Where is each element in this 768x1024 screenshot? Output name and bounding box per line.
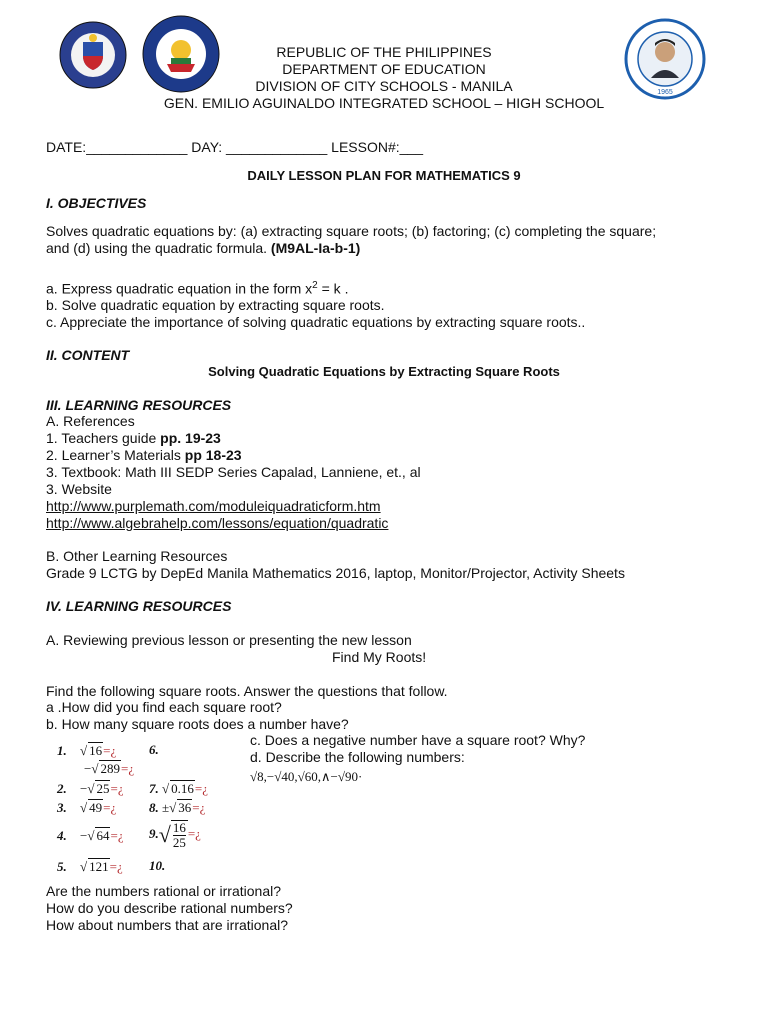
other-resources-text: Grade 9 LCTG by DepEd Manila Mathematics 2016, laptop, Monitor/Projector, Activity Sheets bbox=[46, 565, 625, 581]
objectives-text-1: Solves quadratic equations by: (a) extracting square roots; (b) factoring; (c) completing the square; bbox=[46, 223, 657, 239]
describe-number-4: −√90 bbox=[330, 769, 358, 784]
reference-1 bbox=[46, 430, 221, 447]
objective-a-text: a. Express quadratic equation in the form x bbox=[46, 280, 313, 297]
school-seal-year: 1965 bbox=[657, 89, 673, 96]
item-answer: =¿ bbox=[187, 826, 201, 841]
activity-title: Find My Roots! bbox=[332, 649, 427, 665]
describe-number-2: −√40 bbox=[266, 769, 295, 784]
exercise-item-5: 5. √ 121=¿ bbox=[57, 859, 123, 874]
link-purplemath[interactable]: http://www.purplemath.com/moduleiquadraticform.htm bbox=[46, 498, 381, 514]
question-c: c. Does a negative number have a square root? Why? bbox=[250, 732, 586, 748]
item-radicand: 121 bbox=[89, 859, 109, 874]
item-number: 10. bbox=[149, 858, 166, 873]
reference-2-pages: pp 18-23 bbox=[184, 447, 242, 463]
item-radicand: 0.16 bbox=[171, 781, 194, 796]
reference-1-pages: pp. 19-23 bbox=[160, 430, 221, 446]
objectives-text-2 bbox=[46, 240, 360, 257]
objective-b: b. Solve quadratic equation by extracting square roots. bbox=[46, 297, 385, 313]
references-label: A. References bbox=[46, 413, 135, 429]
item-number: 5. bbox=[57, 859, 67, 874]
item-radicand: 64 bbox=[96, 828, 110, 843]
question-a: a .How did you find each square root? bbox=[46, 699, 282, 715]
header-republic: REPUBLIC OF THE PHILIPPINES bbox=[276, 44, 492, 60]
describe-numbers bbox=[250, 769, 362, 785]
content-heading: II. CONTENT bbox=[46, 347, 130, 363]
reference-2-text: 2. Learner’s Materials bbox=[46, 447, 185, 463]
exercise-item-10 bbox=[149, 858, 165, 874]
describe-end-mark: · bbox=[357, 769, 363, 784]
objectives-text-2-main: and (d) using the quadratic formula. bbox=[46, 240, 268, 256]
item-answer: =¿ bbox=[103, 743, 117, 758]
other-resources-label: B. Other Learning Resources bbox=[46, 548, 228, 564]
describe-number-1: √8 bbox=[250, 769, 264, 784]
item-radicand: 36 bbox=[178, 800, 192, 815]
question-b: b. How many square roots does a number have? bbox=[46, 716, 349, 732]
objective-a bbox=[46, 277, 348, 298]
fraction-numerator: 16 bbox=[172, 820, 186, 836]
item-radicand: 289 bbox=[100, 761, 120, 776]
item-radicand: 25 bbox=[96, 781, 110, 796]
item-fraction bbox=[171, 820, 188, 850]
describe-number-3: √60 bbox=[297, 769, 318, 784]
exercise-item-2: 2. −√ 25=¿ bbox=[57, 781, 124, 796]
objective-a-exponent: 2 bbox=[312, 280, 318, 291]
item-radicand: 49 bbox=[89, 800, 103, 815]
item-sign: − bbox=[80, 781, 88, 796]
header-deped: DEPARTMENT OF EDUCATION bbox=[282, 61, 486, 77]
item-answer: =¿ bbox=[192, 800, 206, 815]
content-topic: Solving Quadratic Equations by Extracting Square Roots bbox=[208, 364, 560, 379]
item-sign: ± bbox=[162, 800, 170, 815]
item-number: 7. bbox=[149, 781, 159, 796]
fraction-denominator: 25 bbox=[172, 835, 186, 851]
item-number: 8. bbox=[149, 800, 159, 815]
section4-heading: IV. LEARNING RESOURCES bbox=[46, 598, 232, 614]
item-answer: =¿ bbox=[110, 828, 124, 843]
exercise-item-6 bbox=[149, 742, 159, 758]
item-number: 6. bbox=[149, 742, 159, 757]
competency-code: (M9AL-Ia-b-1) bbox=[270, 240, 361, 256]
objectives-heading: I. OBJECTIVES bbox=[46, 195, 147, 211]
question-rational: Are the numbers rational or irrational? bbox=[46, 883, 282, 899]
describe-separator: , bbox=[294, 769, 298, 784]
header-division: DIVISION OF CITY SCHOOLS - MANILA bbox=[255, 78, 513, 94]
exercise-item-4: 4. −√ 64=¿ bbox=[57, 828, 124, 843]
item-number: 4. bbox=[57, 828, 67, 843]
date-day-lesson-line: DATE:_____________ DAY: _____________ LESSON#:___ bbox=[46, 139, 423, 155]
item-answer: =¿ bbox=[103, 800, 117, 815]
reference-2 bbox=[46, 447, 242, 464]
item-answer: =¿ bbox=[109, 859, 123, 874]
exercise-item-7: 7. √ 0.16=¿ bbox=[149, 781, 208, 796]
exercise-item-8: 8. ±√ 36=¿ bbox=[149, 800, 206, 815]
describe-separator: , bbox=[263, 769, 267, 784]
item-number: 9. bbox=[149, 826, 159, 841]
item-number: 3. bbox=[57, 800, 67, 815]
exercise-item-3: 3. √ 49=¿ bbox=[57, 800, 117, 815]
objective-c: c. Appreciate the importance of solving quadratic equations by extracting square roots.. bbox=[46, 314, 586, 330]
item-answer: =¿ bbox=[110, 781, 124, 796]
reference-3: 3. Textbook: Math III SEDP Series Capalad, Lanniene, et., al bbox=[46, 464, 421, 480]
review-label: A. Reviewing previous lesson or presenting the new lesson bbox=[46, 632, 412, 648]
reference-1-text: 1. Teachers guide bbox=[46, 430, 161, 446]
link-algebrahelp[interactable]: http://www.algebrahelp.com/lessons/equation/quadratic bbox=[46, 515, 389, 531]
activity-instructions: Find the following square roots. Answer the questions that follow. bbox=[46, 683, 448, 699]
exercise-item-6-expression: −√ 289=¿ bbox=[84, 761, 135, 776]
question-describe-rational: How do you describe rational numbers? bbox=[46, 900, 293, 916]
item-answer: =¿ bbox=[194, 781, 208, 796]
item-sign: − bbox=[80, 828, 88, 843]
plan-title: DAILY LESSON PLAN FOR MATHEMATICS 9 bbox=[247, 168, 521, 183]
describe-separator: ,∧ bbox=[317, 769, 331, 784]
reference-website: 3. Website bbox=[46, 481, 112, 497]
item-number: 2. bbox=[57, 781, 67, 796]
exercise-item-9: 9.√ $\frac{16}{25}$ =¿ bbox=[149, 820, 201, 851]
item-radicand: 16 bbox=[89, 743, 103, 758]
resources-heading: III. LEARNING RESOURCES bbox=[46, 397, 232, 413]
question-d: d. Describe the following numbers: bbox=[250, 749, 465, 765]
item-sign: − bbox=[84, 761, 92, 776]
item-number: 1. bbox=[57, 743, 67, 758]
header-school: GEN. EMILIO AGUINALDO INTEGRATED SCHOOL – HIGH SCHOOL bbox=[163, 95, 605, 111]
objective-a-end: = k . bbox=[317, 280, 349, 297]
exercise-item-1: 1. √ 16=¿ bbox=[57, 743, 117, 758]
question-irrational: How about numbers that are irrational? bbox=[46, 917, 289, 933]
item-answer: =¿ bbox=[120, 761, 135, 776]
